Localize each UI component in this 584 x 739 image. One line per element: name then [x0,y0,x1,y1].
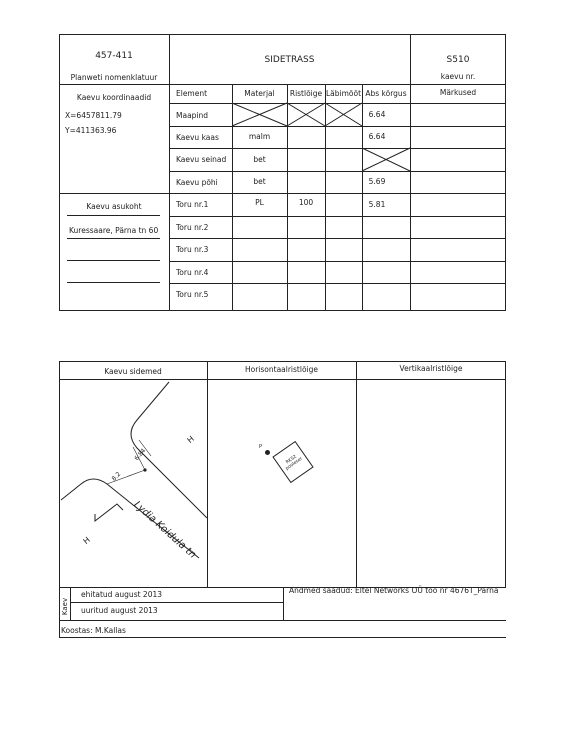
column-header: Läbimõõt [325,89,362,98]
section-title: Kaevu sidemed [104,367,162,376]
divider [169,148,506,149]
divider [70,602,283,603]
side-label: Kaev [61,597,70,616]
well-box [272,441,313,483]
divider [169,216,506,217]
dimension-label: 8.2 [110,470,123,483]
row-element: Toru nr.1 [176,200,209,209]
row-material: bet [253,177,266,186]
divider [169,126,506,127]
row-element: Toru nr.2 [176,223,209,232]
divider [169,34,170,311]
row-element: Kaevu seinad [176,155,227,164]
divider [59,620,506,621]
divider [169,238,506,239]
row-element: Kaevu põhi [176,178,218,187]
house-mark: H [185,434,196,445]
underline [67,215,160,216]
row-height: 6.64 [368,110,386,119]
divider [169,171,506,172]
divider [283,587,284,620]
column-header: Element [176,89,208,98]
sheet-title: SIDETRASS [264,55,315,65]
built-date: ehitatud august 2013 [81,590,163,599]
dimension-label: 6.84 [133,447,148,463]
row-material: malm [248,132,271,141]
well-number: S510 [446,55,470,65]
column-header: Märkused [439,88,477,97]
divider [356,361,357,587]
nomenclature-label: Planweti nomenklatuur [70,73,158,82]
address: Kuressaare, Pärna tn 60 [69,226,159,235]
cross-mark [232,103,362,126]
row-element: Toru nr.4 [176,268,209,277]
row-material: bet [253,155,266,164]
row-element: Toru nr.5 [176,290,209,299]
column-header: Ristlõige [289,89,323,98]
divider [59,84,506,85]
underline [67,238,160,239]
divider [169,283,506,284]
column-header: Abs kõrgus [365,89,407,98]
section-title: Horisontaalristlõige [244,365,318,374]
divider [169,261,506,262]
house-mark: H [81,535,92,546]
well-point-label: P [259,444,263,450]
divider [59,193,506,194]
coords-label: Kaevu koordinaadid [76,93,152,102]
location-label: Kaevu asukoht [86,202,142,211]
row-element: Kaevu kaas [176,133,219,142]
divider [505,361,506,587]
row-element: Toru nr.3 [176,245,209,254]
divider [207,361,208,587]
underline [67,260,160,261]
divider [59,637,506,638]
nomenclature-number: 457-411 [95,51,133,61]
well-box-label: RKS2 pooleser [285,454,304,472]
column-header: Materjal [244,89,275,98]
author: Koostas: M.Kallas [61,626,126,635]
row-height: 6.64 [368,132,386,141]
underline [67,282,160,283]
divider [59,361,506,362]
well-point [265,450,270,455]
street-label: Lydia Koidula tn [131,499,198,561]
row-height: 5.81 [368,200,386,209]
cross-mark [362,148,410,171]
row-height: 5.69 [368,177,386,186]
row-material: PL [255,198,264,207]
data-source: Andmed saadud: Eltel Networks OÜ töö nr 4676T_Pärna [289,586,499,595]
well-number-label: kaevu nr. [440,72,476,81]
surveyed-date: uuritud august 2013 [81,606,158,615]
coord-y: Y=411363.96 [65,126,117,135]
divider [70,587,71,620]
coord-x: X=6457811.79 [65,111,122,120]
section-title: Vertikaalristlõige [399,364,463,373]
row-element: Maapind [176,111,209,120]
row-section: 100 [298,198,314,207]
